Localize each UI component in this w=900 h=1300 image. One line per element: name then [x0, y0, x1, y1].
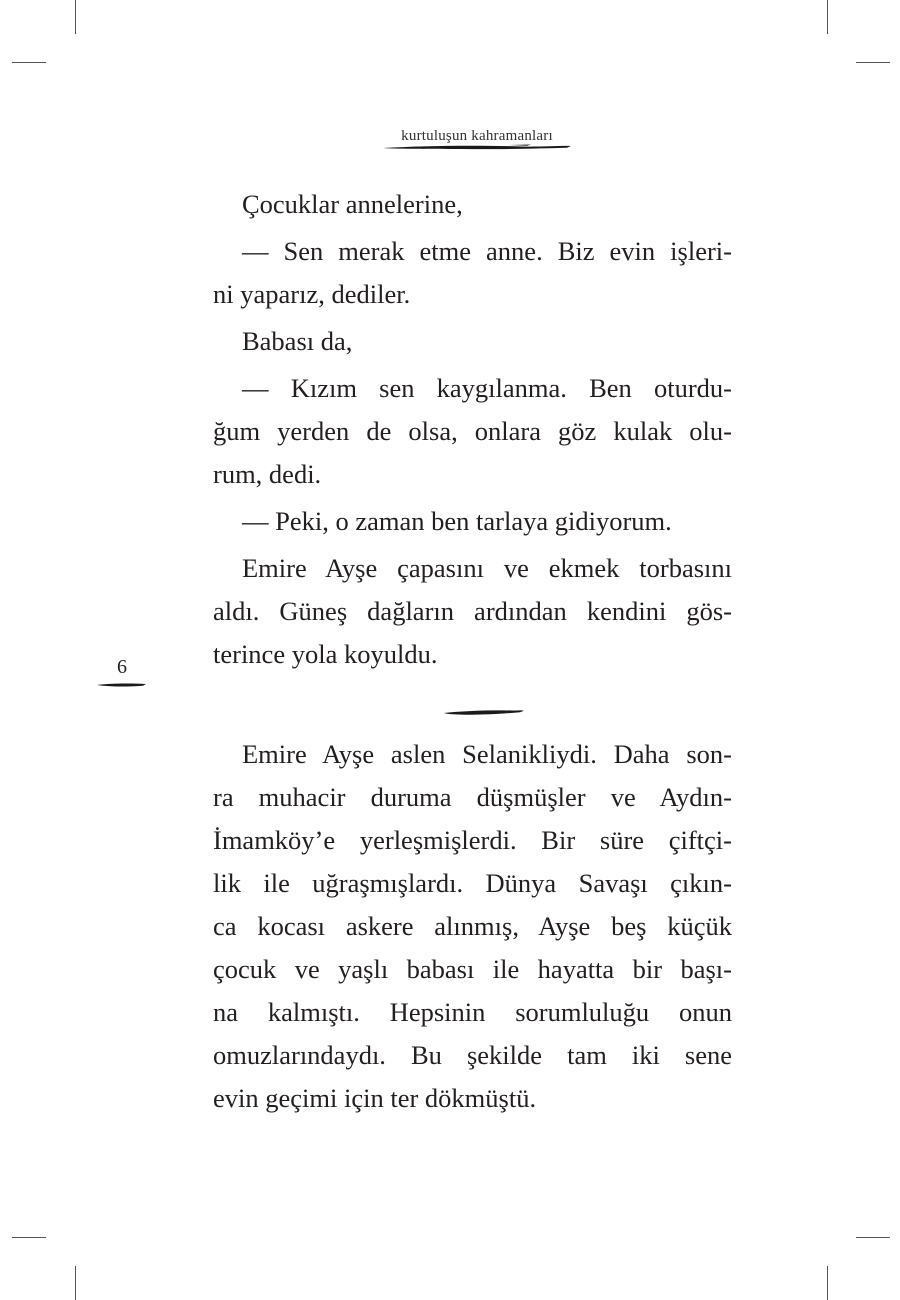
crop-mark-top-left: [75, 0, 76, 34]
crop-mark-right-lower: [856, 1237, 890, 1238]
text-line: Babası da,: [242, 326, 353, 356]
text-line: Emire Ayşe çapasını ve ekmek torbasını: [242, 553, 732, 583]
text-line: evin geçimi için ter dökmüştü.: [213, 1083, 537, 1113]
text-line: Çocuklar annelerine,: [242, 189, 463, 219]
crop-mark-bottom-left: [75, 1266, 76, 1300]
paragraph: [213, 500, 732, 543]
body-text: [213, 183, 732, 676]
paragraph: [213, 547, 732, 676]
crop-mark-left-upper: [12, 62, 46, 63]
text-line: — Kızım sen kaygılanma. Ben oturdu-: [242, 373, 732, 403]
page-number-value: 6: [117, 656, 127, 678]
running-head: [381, 128, 573, 151]
text-line: — Peki, o zaman ben tarlaya gidiyorum.: [242, 506, 672, 536]
text-line: İmamköy’e yerleşmişlerdi. Bir süre çiftçi-: [213, 825, 732, 855]
text-line: lik ile uğraşmışlardı. Dünya Savaşı çıkın-: [213, 868, 732, 898]
text-line: — Sen merak etme anne. Biz evin işleri-: [242, 236, 732, 266]
text-line: aldı. Güneş dağların ardından kendini gös-: [213, 596, 732, 626]
crop-mark-left-lower: [12, 1237, 46, 1238]
text-line: terince yola koyuldu.: [213, 639, 438, 669]
crop-mark-bottom-right: [827, 1266, 828, 1300]
section-break-ornament: [442, 707, 526, 719]
text-line: ra muhacir duruma düşmüşler ve Aydın-: [213, 782, 732, 812]
text-line: omuzlarındaydı. Bu şekilde tam iki sene: [213, 1040, 732, 1070]
crop-mark-right-upper: [856, 62, 890, 63]
text-line: ğum yerden de olsa, onlara göz kulak olu-: [213, 416, 732, 446]
paragraph: [213, 230, 732, 316]
text-line: ni yaparız, dediler.: [213, 279, 411, 309]
text-line: na kalmıştı. Hepsinin sorumluluğu onun: [213, 997, 732, 1027]
page-number: [96, 656, 148, 689]
paragraph: [213, 367, 732, 496]
text-line: çocuk ve yaşlı babası ile hayatta bir başı-: [213, 954, 732, 984]
paragraph: [213, 183, 732, 226]
text-line: ca kocası askere alınmış, Ayşe beş küçük: [213, 911, 732, 941]
paragraph: [213, 733, 732, 1120]
running-head-title: kurtuluşun kahramanları: [401, 128, 553, 144]
crop-mark-top-right: [827, 0, 828, 34]
body-text-section-two: [213, 733, 732, 1120]
text-line: rum, dedi.: [213, 459, 322, 489]
text-line: Emire Ayşe aslen Selanikliydi. Daha son-: [242, 739, 732, 769]
page-number-brush-stroke: [96, 681, 148, 689]
paragraph: [213, 320, 732, 363]
